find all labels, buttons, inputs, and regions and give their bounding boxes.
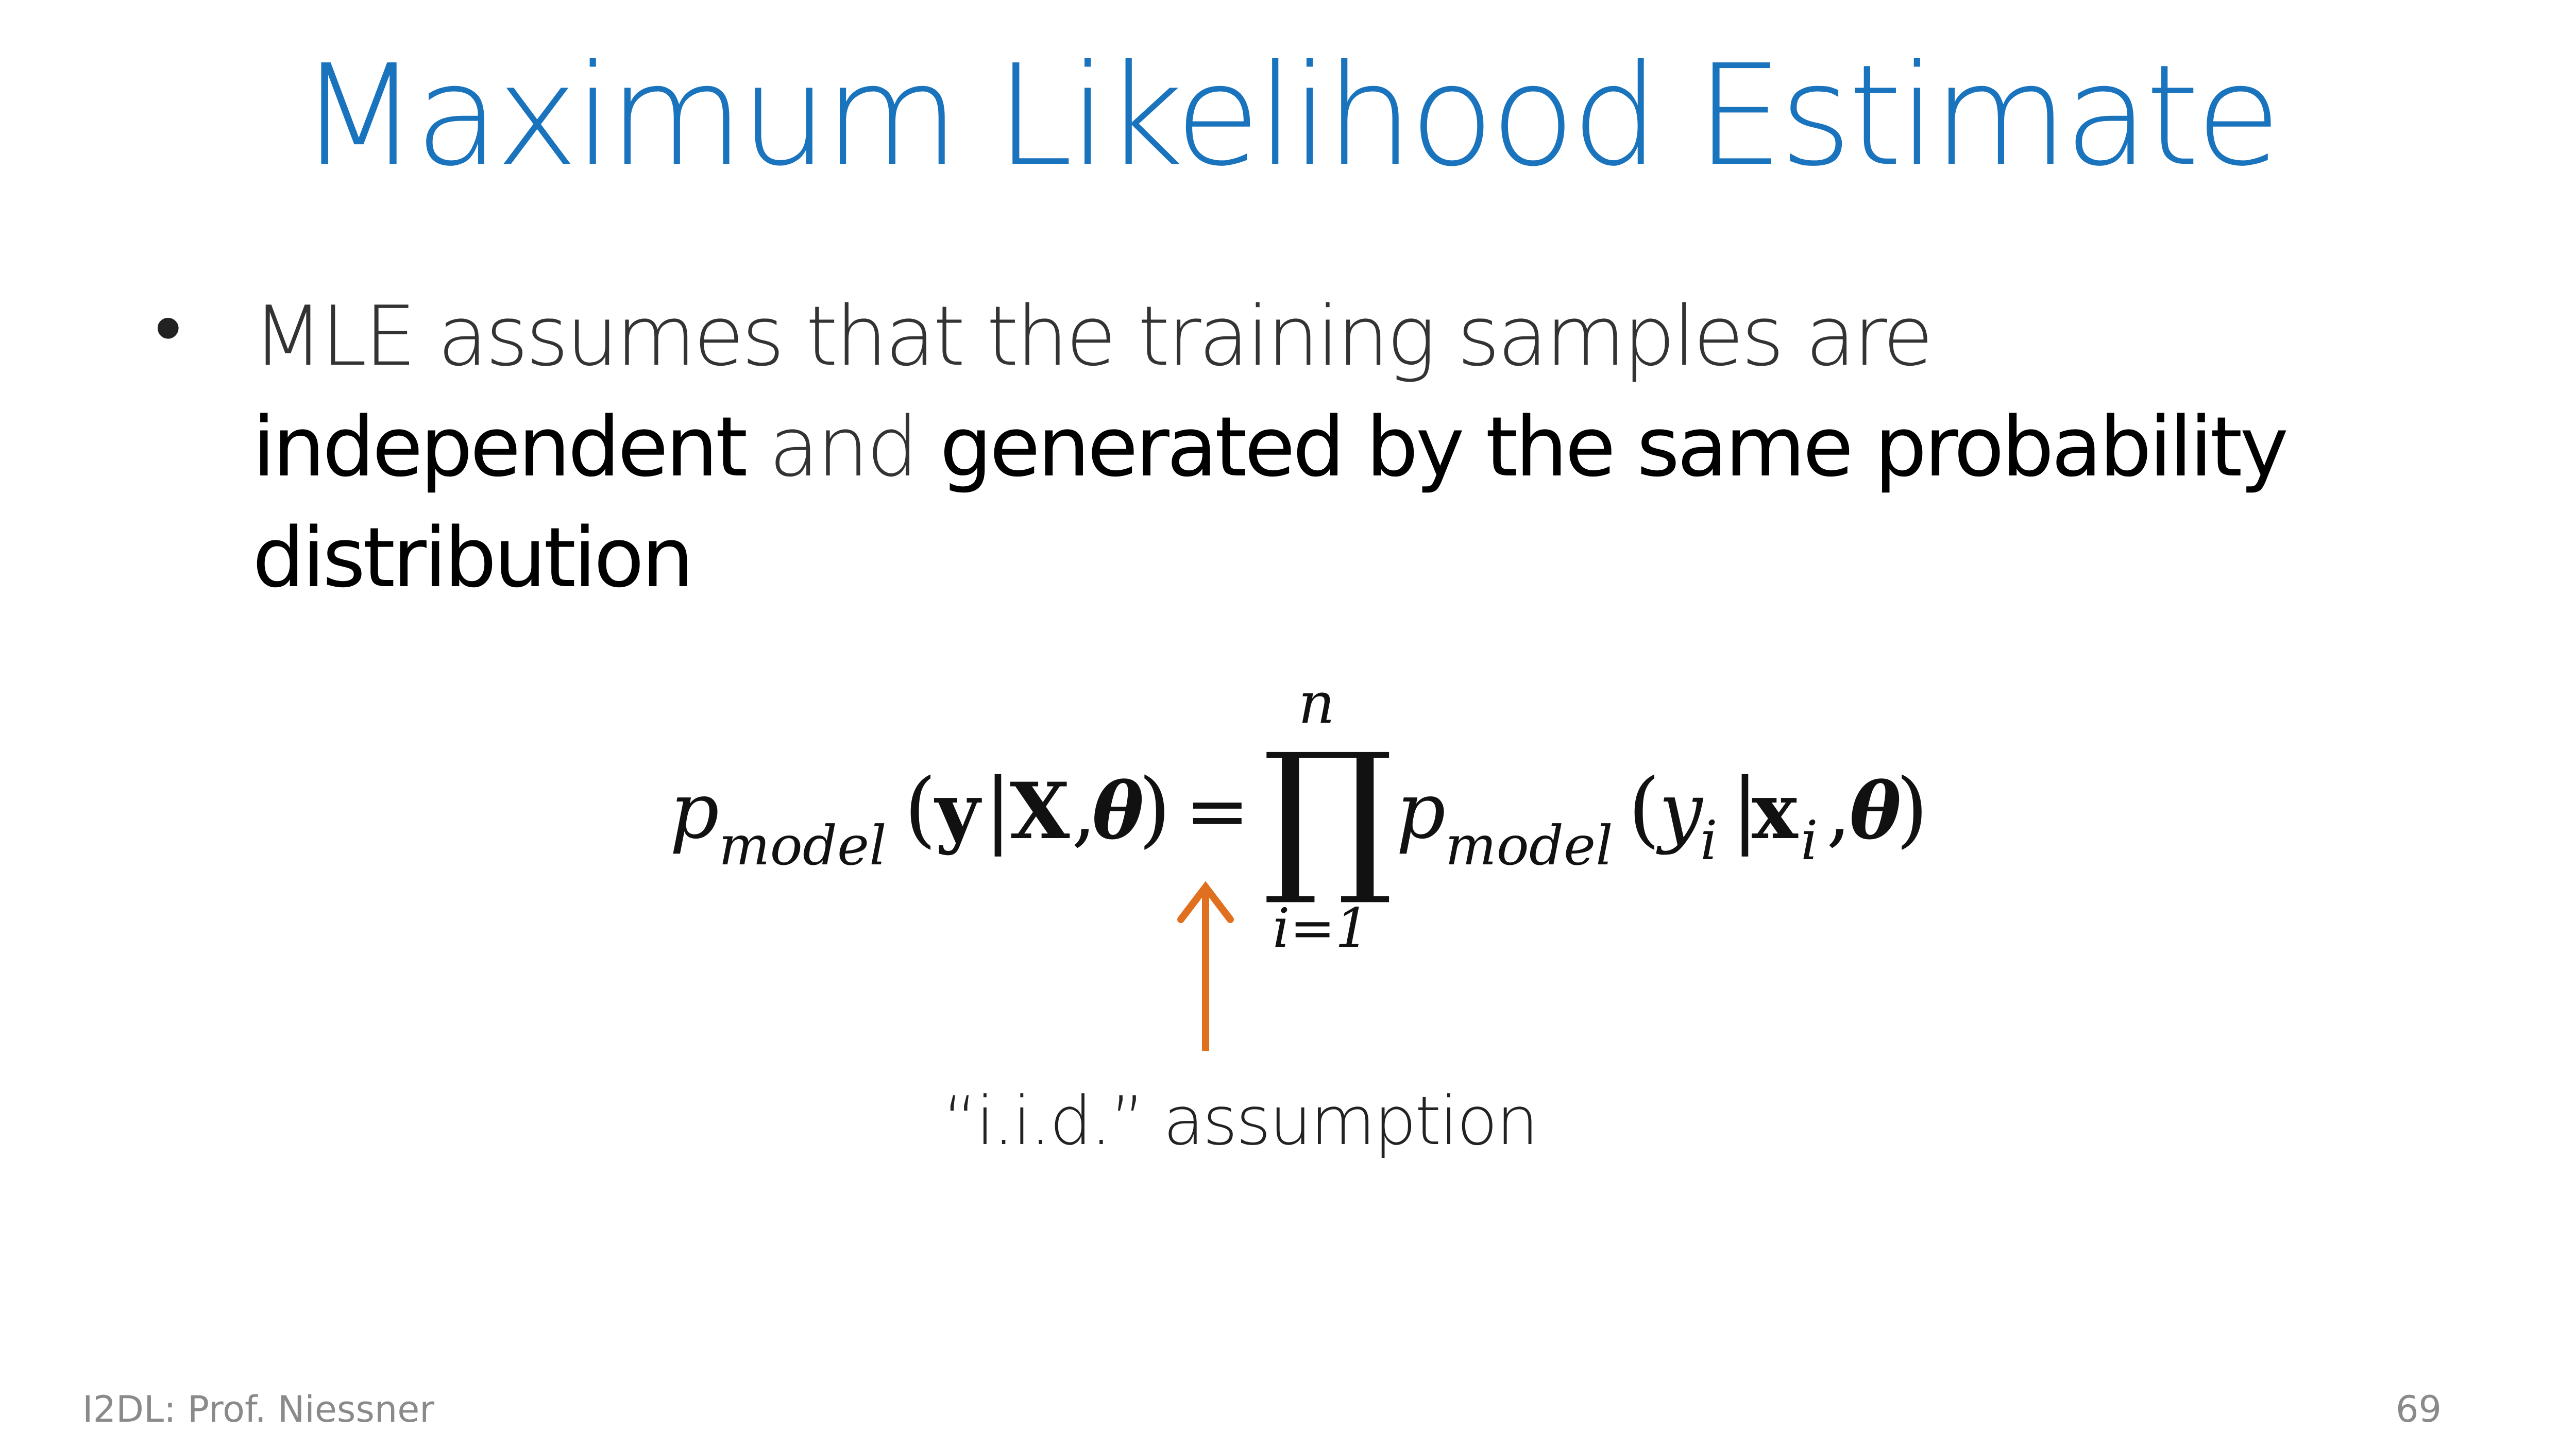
formula-lhs-subscript: model xyxy=(719,814,887,877)
bullet-part-and: and xyxy=(745,399,940,495)
bullet-part-distribution: generated by the same probability distribution xyxy=(252,399,2286,606)
formula-lhs-X: X xyxy=(1010,766,1070,857)
formula-rhs-bar: | xyxy=(1731,760,1759,857)
formula-rhs-comma: , xyxy=(1826,766,1851,856)
slide-title: Maximum Likelihood Estimate xyxy=(299,35,2277,197)
formula-lhs-open-paren: ( xyxy=(904,760,937,857)
bullet-part-independent: independent xyxy=(252,399,745,495)
formula-rhs-x: x xyxy=(1752,766,1798,857)
bullet-part-1: MLE assumes that the training samples are xyxy=(252,288,1931,384)
formula-lhs-close-paren: ) xyxy=(1139,760,1171,857)
formula-lhs-theta: θ xyxy=(1092,766,1144,857)
formula-rhs-p: p xyxy=(1396,766,1446,856)
formula-product-lower-limit: i=1 xyxy=(1273,897,1370,960)
formula-rhs-x-subscript: i xyxy=(1801,809,1818,872)
formula-rhs-theta: θ xyxy=(1850,766,1902,857)
formula-rhs-y-subscript: i xyxy=(1700,809,1718,872)
formula-rhs-close-paren: ) xyxy=(1896,760,1928,857)
footer-author: I2DL: Prof. Niessner xyxy=(82,1388,435,1430)
iid-annotation: “i.i.d.” assumption xyxy=(943,1082,1537,1160)
formula-lhs-p: p xyxy=(670,766,720,856)
page-number: 69 xyxy=(2396,1388,2442,1430)
up-arrow-icon xyxy=(1181,887,1230,1051)
formula-rhs-subscript: model xyxy=(1445,814,1613,877)
formula-lhs-y: y xyxy=(935,766,980,857)
formula-product-symbol: ∏ xyxy=(1262,718,1394,910)
bullet-marker: • xyxy=(155,284,182,370)
formula-rhs-open-paren: ( xyxy=(1628,760,1660,857)
formula-rhs-y: y xyxy=(1659,766,1703,856)
formula-equals: = xyxy=(1185,766,1250,856)
formula-lhs-comma: , xyxy=(1072,766,1096,856)
formula-product-upper-limit: n xyxy=(1298,670,1335,736)
formula-lhs-bar: | xyxy=(984,760,1012,857)
